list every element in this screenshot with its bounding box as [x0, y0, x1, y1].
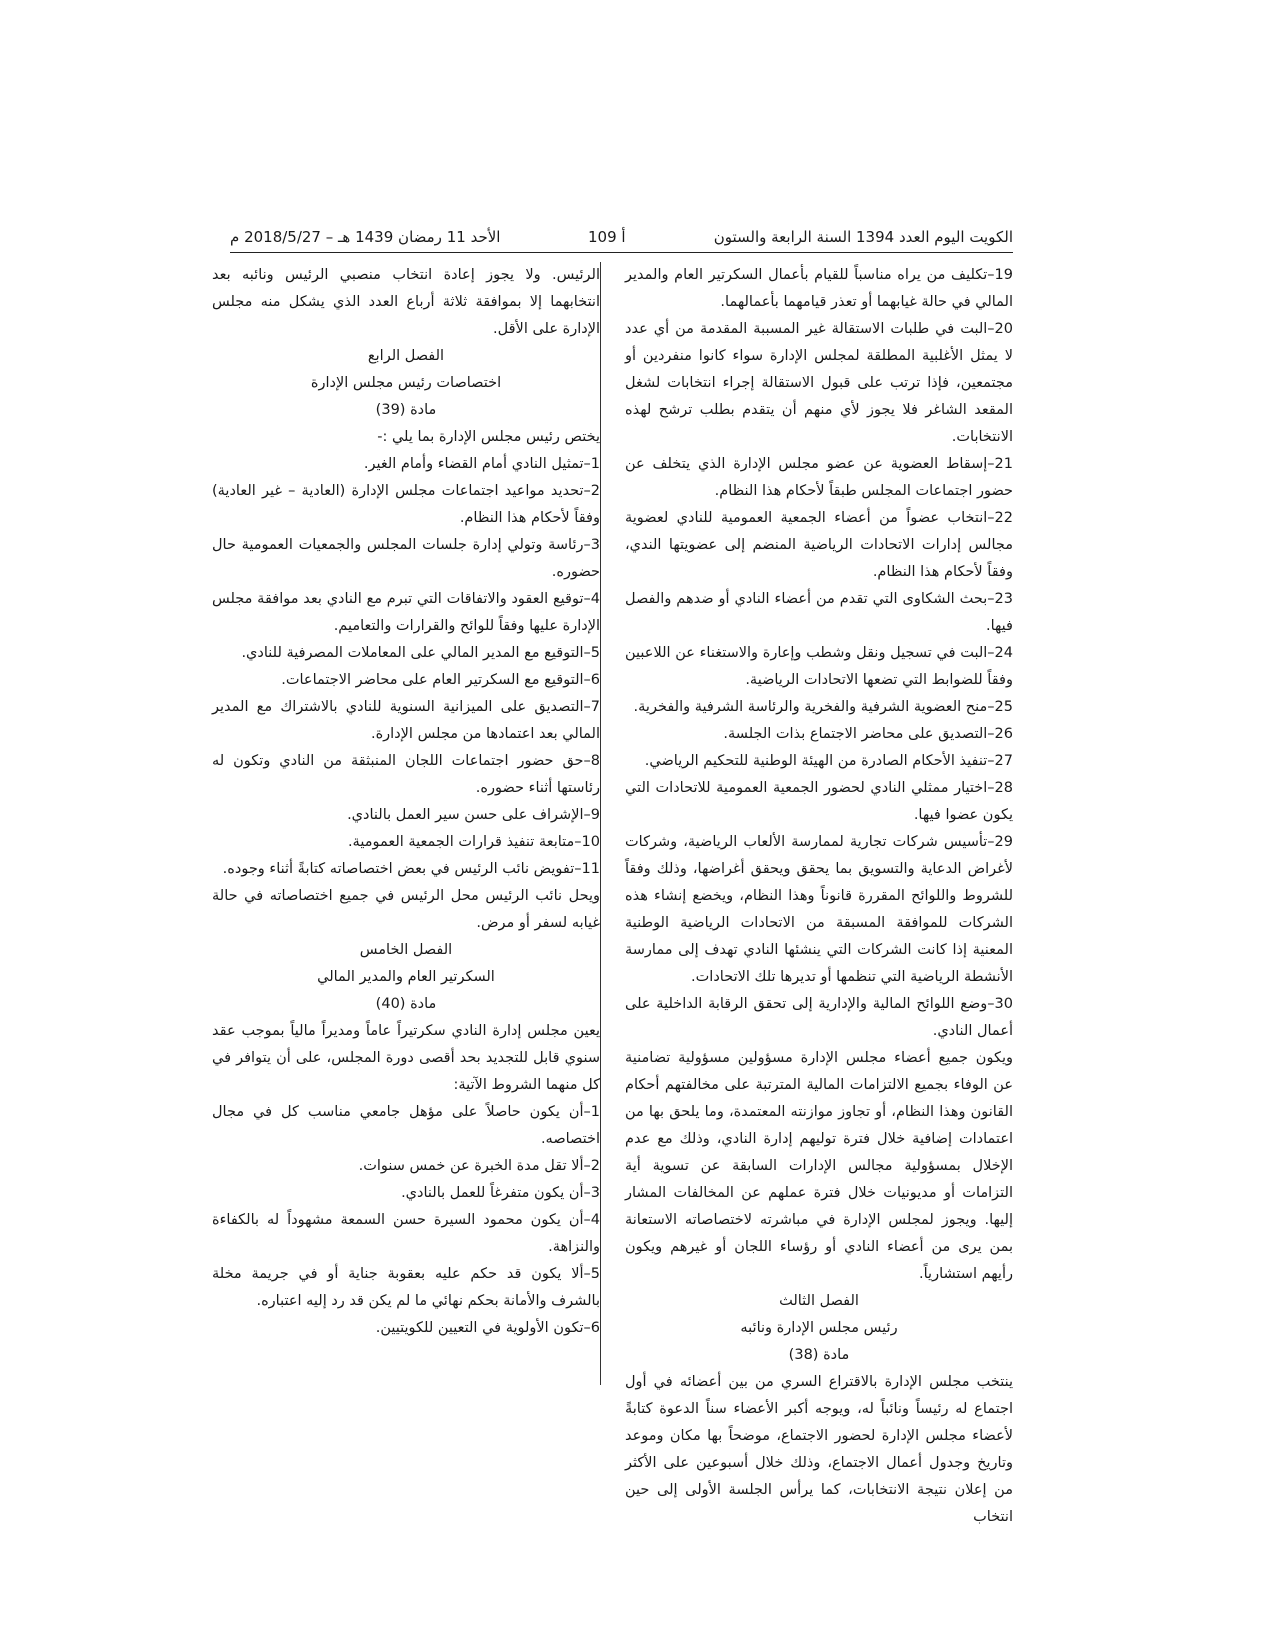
paragraph: 26–التصديق على محاضر الاجتماع بذات الجلسة. — [723, 726, 1013, 742]
section-heading: مادة (38) — [788, 1347, 850, 1363]
gazette-issue: الكويت اليوم العدد 1394 السنة الرابعة والستون — [713, 228, 1013, 246]
paragraph: 19–تكليف من يراه مناسباً للقيام بأعمال السكرتير العام والمدير المالي في حالة غيابهما أو تعذر قيامهما بأعمالهما. — [625, 267, 1013, 310]
paragraph: الرئيس. ولا يجوز إعادة انتخاب منصبي الرئيس ونائبه بعد انتخابهما إلا بموافقة ثلاثة أرباع العدد الذي يشكل منه مجلس الإدارة على الأقل. — [212, 267, 600, 337]
paragraph: 25–منح العضوية الشرفية والفخرية والرئاسة الشرفية والفخرية. — [633, 699, 1013, 715]
paragraph: 2–تحديد مواعيد اجتماعات مجلس الإدارة (العادية – غير العادية) وفقاً لأحكام هذا النظام. — [212, 483, 600, 526]
paragraph: 3–رئاسة وتولي إدارة جلسات المجلس والجمعيات العمومية حال حضوره. — [212, 537, 600, 580]
paragraph: 24–البت في تسجيل ونقل وشطب وإعارة والاستغناء عن اللاعبين وفقاً للضوابط التي تضعها الاتحادات الرياضية. — [625, 645, 1013, 688]
page-header — [230, 226, 1013, 253]
section-heading: السكرتير العام والمدير المالي — [317, 969, 495, 985]
paragraph: 7–التصديق على الميزانية السنوية للنادي بالاشتراك مع المدير المالي بعد اعتمادها من مجلس الإدارة. — [212, 699, 600, 742]
paragraph: 6–التوقيع مع السكرتير العام على محاضر الاجتماعات. — [281, 672, 600, 688]
left-column — [212, 262, 600, 1342]
paragraph: 20–البت في طلبات الاستقالة غير المسببة المقدمة من أي عدد لا يمثل الأغلبية المطلقة لمجلس الإدارة سواء كانوا منفردين أو مجتمعين، فإذا ترتب على قبول الاستقالة إجراء انتخابات لشغل المقعد الشاغر فلا يجوز لأي منهم أن يتقدم بطلب ترشح لهذه الانتخابات. — [625, 321, 1013, 445]
paragraph: ويحل نائب الرئيس محل الرئيس في جميع اختصاصاته في حالة غيابه لسفر أو مرض. — [212, 888, 600, 931]
paragraph: 9–الإشراف على حسن سير العمل بالنادي. — [347, 807, 600, 823]
section-heading: الفصل الخامس — [359, 942, 453, 958]
section-heading: اختصاصات رئيس مجلس الإدارة — [310, 375, 502, 391]
paragraph: 28–اختيار ممثلي النادي لحضور الجمعية العمومية للاتحادات التي يكون عضوا فيها. — [625, 780, 1013, 823]
section-heading: الفصل الرابع — [367, 348, 445, 364]
paragraph: 1–أن يكون حاصلاً على مؤهل جامعي مناسب كل في مجال اختصاصه. — [212, 1104, 600, 1147]
paragraph: يختص رئيس مجلس الإدارة بما يلي :- — [377, 429, 600, 445]
paragraph: 6–تكون الأولوية في التعيين للكويتيين. — [375, 1320, 600, 1336]
paragraph: 1–تمثيل النادي أمام القضاء وأمام الغير. — [363, 456, 600, 472]
paragraph: 5–التوقيع مع المدير المالي على المعاملات المصرفية للنادي. — [241, 645, 600, 661]
paragraph: 8–حق حضور اجتماعات اللجان المنبثقة من النادي وتكون له رئاستها أثناء حضوره. — [212, 753, 600, 796]
issue-date: الأحد 11 رمضان 1439 هـ – 2018/5/27 م — [230, 228, 501, 246]
paragraph: ينتخب مجلس الإدارة بالاقتراع السري من بين أعضائه في أول اجتماع له رئيساً ونائباً له، ويوجه أكبر الأعضاء سناً الدعوة كتابةً لأعضاء مجلس الإدارة لحضور الاجتماع، موضحاً بها مكان وموعد وتاريخ وجدول أعمال الاجتماع، وذلك خلال أسبوعين على الأكثر من إعلان نتيجة الانتخابات، كما يرأس الجلسة الأولى إلى حين انتخاب — [625, 1374, 1013, 1525]
section-heading: مادة (39) — [375, 402, 437, 418]
paragraph: 5–ألا يكون قد حكم عليه بعقوبة جناية أو في جريمة مخلة بالشرف والأمانة بحكم نهائي ما لم يكن قد رد إليه اعتباره. — [212, 1266, 600, 1309]
section-heading: رئيس مجلس الإدارة ونائبه — [740, 1320, 898, 1336]
paragraph: 22–انتخاب عضواً من أعضاء الجمعية العمومية للنادي لعضوية مجالس إدارات الاتحادات الرياضية المنضم إلى عضويتها الندي، وفقاً لأحكام هذا النظام. — [625, 510, 1013, 580]
section-heading: مادة (40) — [375, 996, 437, 1012]
column-divider — [600, 262, 601, 1385]
section-heading: الفصل الثالث — [779, 1293, 859, 1309]
paragraph: 30–وضع اللوائح المالية والإدارية إلى تحقق الرقابة الداخلية على أعمال النادي. — [625, 996, 1013, 1039]
paragraph: 4–توقيع العقود والاتفاقات التي تبرم مع النادي بعد موافقة مجلس الإدارة عليها وفقاً للوائح والقرارات والتعاميم. — [212, 591, 600, 634]
paragraph: 21–إسقاط العضوية عن عضو مجلس الإدارة الذي يتخلف عن حضور اجتماعات المجلس طبقاً لأحكام هذا النظام. — [625, 456, 1013, 499]
paragraph: 27–تنفيذ الأحكام الصادرة من الهيئة الوطنية للتحكيم الرياضي. — [644, 753, 1013, 769]
paragraph: 23–بحث الشكاوى التي تقدم من أعضاء النادي أو ضدهم والفصل فيها. — [625, 591, 1013, 634]
paragraph: 4–أن يكون محمود السيرة حسن السمعة مشهوداً له بالكفاءة والنزاهة. — [212, 1212, 600, 1255]
paragraph: 2–ألا تقل مدة الخبرة عن خمس سنوات. — [358, 1158, 600, 1174]
page-number: أ 109 — [588, 228, 626, 246]
paragraph: يعين مجلس إدارة النادي سكرتيراً عاماً ومديراً مالياً بموجب عقد سنوي قابل للتجديد بحد أقصى دورة المجلس، على أن يتوافر في كل منهما الشروط الآتية: — [212, 1023, 600, 1093]
paragraph: 3–أن يكون متفرغاً للعمل بالنادي. — [401, 1185, 600, 1201]
paragraph: 29–تأسيس شركات تجارية لممارسة الألعاب الرياضية، وشركات لأغراض الدعاية والتسويق بما يحقق ويحقق أغراضها، وذلك وفقاً للشروط واللوائح المقررة قانوناً وهذا النظام، ويخضع إنشاء هذه الشركات للموافقة المسبقة من الاتحادات الرياضية الوطنية المعنية إذا كانت الشركات التي ينشئها النادي تهدف إلى ممارسة الأنشطة الرياضية التي تنظمها أو تديرها تلك الاتحادات. — [625, 834, 1013, 985]
paragraph: 10–متابعة تنفيذ قرارات الجمعية العمومية. — [347, 834, 600, 850]
paragraph: ويكون جميع أعضاء مجلس الإدارة مسؤولين مسؤولية تضامنية عن الوفاء بجميع الالتزامات المالية المترتبة على مخالفتهم أحكام القانون وهذا النظام، أو تجاوز موازنته المعتمدة، وما يلحق بها من اعتمادات إضافية خلال فترة توليهم إدارة النادي، وذلك مع عدم الإخلال بمسؤولية مجالس الإدارات السابقة عن تسوية أية التزامات أو مديونيات خلال فترة عملهم عن المخالفات المشار إليها. ويجوز لمجلس الإدارة في مباشرته لاختصاصاته الاستعانة بمن يرى من أعضاء النادي أو رؤساء اللجان أو غيرهم ويكون رأيهم استشارياً. — [625, 1050, 1013, 1282]
paragraph: 11–تفويض نائب الرئيس في بعض اختصاصاته كتابةً أثناء وجوده. — [222, 861, 600, 877]
right-column — [625, 262, 1013, 1531]
